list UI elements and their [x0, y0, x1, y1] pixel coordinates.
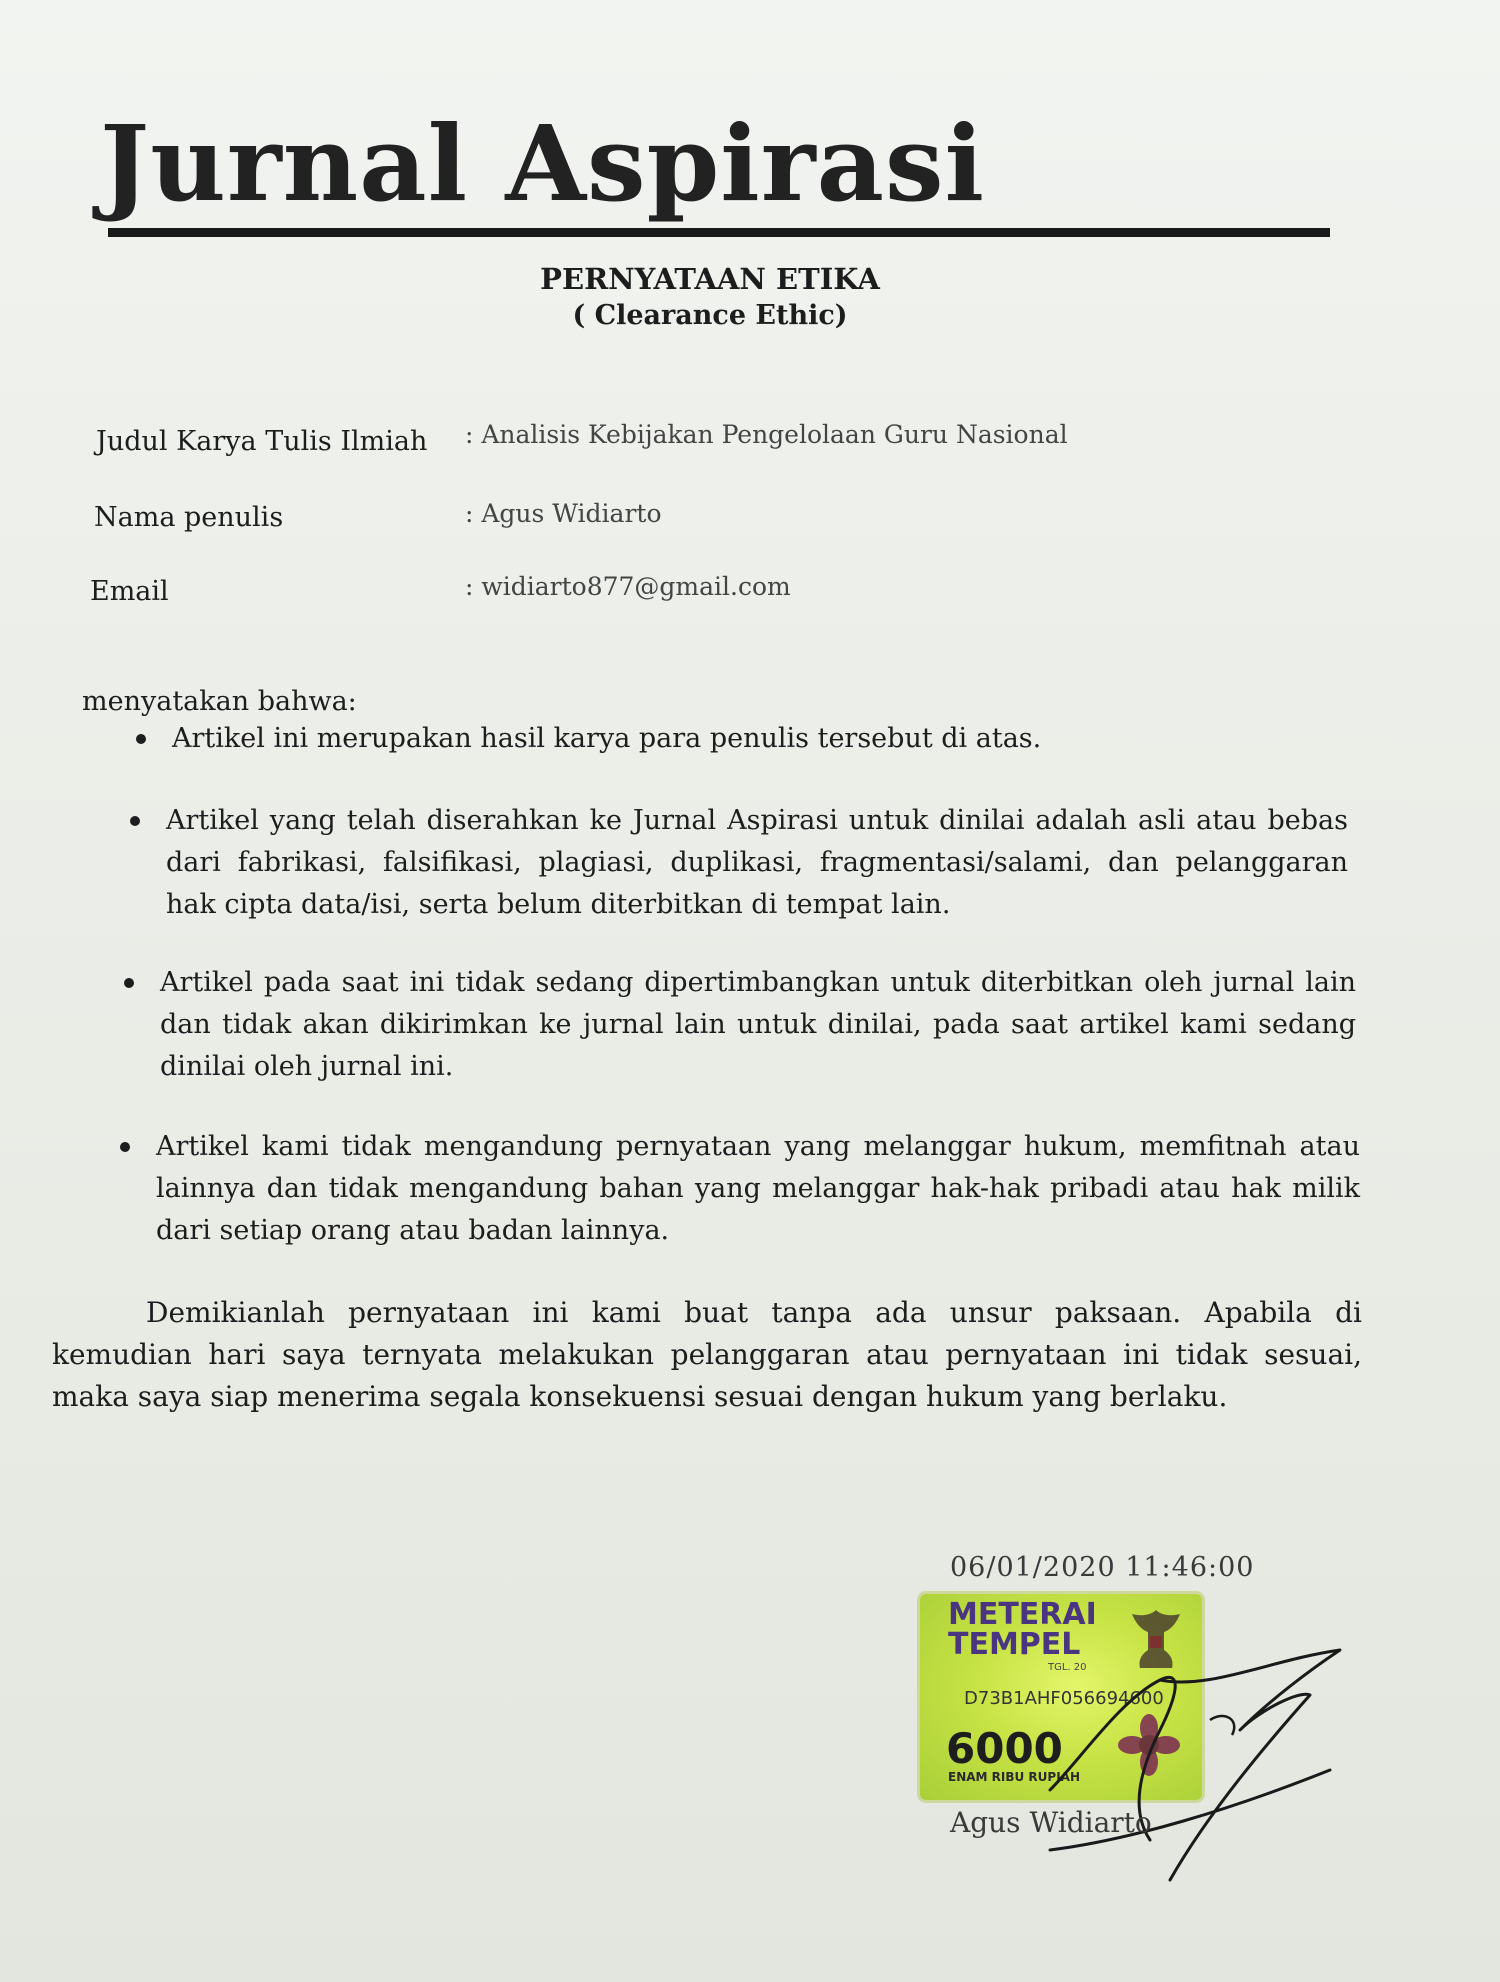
- bullet-icon: [120, 1142, 130, 1152]
- statement-text: Artikel yang telah diserahkan ke Jurnal Aspirasi untuk dinilai adalah asli atau bebas dari fabrikasi, falsifikasi, plagiasi, duplikasi, fragmentasi/salami, dan pelanggaran hak cipta data/isi, serta belum diterbitkan di tempat lain.: [166, 805, 1348, 920]
- field-label-email: Email: [90, 576, 169, 607]
- statement-text: Artikel ini merupakan hasil karya para penulis tersebut di atas.: [172, 723, 1042, 754]
- statement-text: Artikel pada saat ini tidak sedang dipertimbangkan untuk diterbitkan oleh jurnal lain dan tidak akan dikirimkan ke jurnal lain untuk dinilai, pada saat artikel kami sedang dinilai oleh jurnal ini.: [160, 967, 1356, 1082]
- bullet-icon: [124, 978, 134, 988]
- stamp-serial: D73B1AHF056694600: [964, 1688, 1164, 1709]
- journal-masthead: Jurnal Aspirasi: [100, 102, 986, 225]
- stamp-date-field: TGL. 20: [1048, 1662, 1087, 1673]
- statement-item: [172, 718, 1172, 760]
- field-label-title: Judul Karya Tulis Ilmiah: [96, 426, 428, 457]
- statement-item: [160, 962, 1356, 1088]
- signer-name: Agus Widiarto: [950, 1806, 1152, 1839]
- stamp-value-words: ENAM RIBU RUPIAH: [948, 1770, 1080, 1784]
- stamp-value: 6000: [946, 1724, 1063, 1773]
- masthead-rule: [108, 228, 1330, 237]
- intro-text: menyatakan bahwa:: [82, 686, 357, 717]
- statement-text: Artikel kami tidak mengandung pernyataan yang melanggar hukum, memfitnah atau lainnya dan tidak mengandung bahan yang melanggar hak-hak pribadi atau hak milik dari setiap orang atau badan lainnya.: [156, 1131, 1360, 1246]
- closing-paragraph: Demikianlah pernyataan ini kami buat tanpa ada unsur paksaan. Apabila di kemudian hari saya ternyata melakukan pelanggaran atau pernyataan ini tidak sesuai, maka saya siap menerima segala konsekuensi sesuai dengan hukum yang berlaku.: [52, 1296, 1362, 1413]
- document-title: PERNYATAAN ETIKA: [540, 262, 880, 296]
- statement-item: [156, 1126, 1360, 1252]
- stamp-title-line2: TEMPEL: [948, 1627, 1081, 1662]
- field-value-email: : widiarto877@gmail.com: [465, 572, 791, 601]
- handwritten-signature: [1010, 1640, 1370, 1900]
- field-label-author: Nama penulis: [94, 502, 284, 533]
- stamp-title-line1: METERAI: [948, 1597, 1097, 1632]
- document-subtitle: ( Clearance Ethic): [572, 300, 848, 331]
- statement-item: [166, 800, 1348, 926]
- bullet-icon: [136, 734, 146, 744]
- field-value-title: : Analisis Kebijakan Pengelolaan Guru Nasional: [465, 420, 1068, 449]
- field-value-author: : Agus Widiarto: [465, 499, 662, 528]
- signature-date: 06/01/2020 11:46:00: [950, 1552, 1255, 1583]
- bullet-icon: [130, 816, 140, 826]
